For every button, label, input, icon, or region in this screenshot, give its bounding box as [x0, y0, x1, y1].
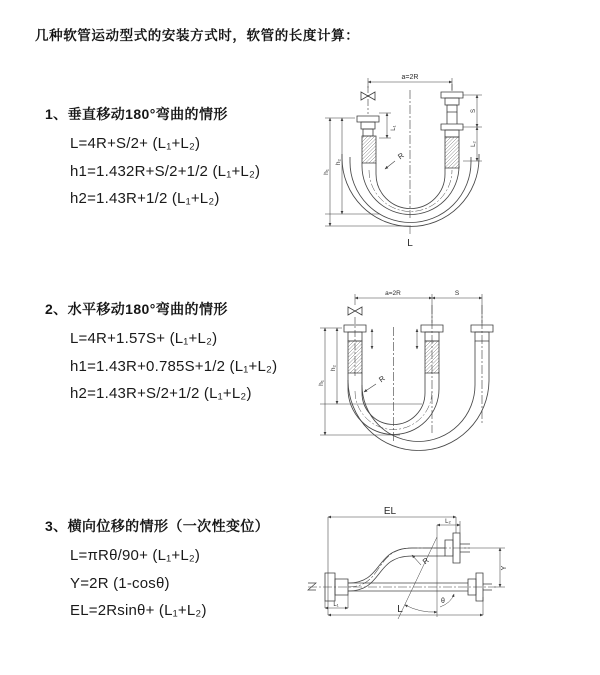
dimension-a2r-s	[355, 294, 482, 323]
dim-label-s: S	[471, 108, 477, 114]
dim-label-a2r: a=2R	[401, 74, 419, 81]
section-1	[45, 104, 315, 213]
radius-leader	[385, 161, 395, 169]
centerlines	[368, 84, 452, 218]
valve-icon	[361, 92, 375, 100]
section-3-formula-EL: EL=2Rsinθ+ (L₁+L₂)	[70, 602, 207, 619]
left-fitting	[357, 116, 379, 174]
hose-u-bends	[348, 380, 489, 451]
radius-label: R	[420, 555, 431, 567]
dim-label-l1: L₁	[391, 125, 397, 131]
radius-label: R	[396, 150, 406, 162]
dim-label-h1: h₁	[323, 169, 330, 175]
dim-label-l2: L₂	[445, 519, 451, 525]
length-label: L	[407, 238, 413, 249]
dim-label-l2: L₂	[471, 141, 477, 147]
section-3-formula-Y: Y=2R (1-cosθ)	[70, 574, 170, 592]
centerlines	[355, 305, 482, 443]
section-1-formula-h1: h1=1.432R+S/2+1/2 (L₁+L₂)	[70, 162, 261, 180]
dimension-y	[462, 548, 505, 587]
dim-label-h2: h₂	[330, 364, 337, 372]
angle-construction	[398, 525, 454, 619]
section-3-heading: 3、横向位移的情形（一次性变位）	[45, 518, 270, 534]
dim-label-h2: h₂	[335, 158, 342, 166]
diagram-vertical-180-bend	[305, 66, 595, 258]
dim-label-h1: h₁	[318, 380, 325, 386]
section-1-formula-h2: h2=1.43R+1/2 (L₁+L₂)	[70, 190, 220, 207]
braided-hose-section	[445, 137, 459, 168]
section-1-formula-L: L=4R+S/2+ (L₁+L₂)	[70, 135, 201, 152]
braided-hose-section	[348, 341, 362, 373]
valve-icon	[348, 307, 362, 315]
dim-label-l1: L₁	[333, 602, 339, 608]
radius-leader	[364, 384, 376, 392]
radius-leader	[412, 555, 421, 565]
dimension-l1	[379, 113, 391, 138]
dim-label-a2r: a=2R	[385, 290, 401, 297]
right-fitting-lower	[441, 124, 463, 174]
break-mark	[308, 583, 316, 590]
dim-label-s: S	[454, 290, 460, 297]
page-title: 几种软管运动型式的安装方式时，软管的长度计算：	[35, 28, 360, 43]
right-fitting-upper	[441, 92, 463, 124]
braided-hose-section	[362, 136, 376, 163]
angle-label: θ	[441, 598, 445, 605]
radius-label: R	[377, 373, 387, 385]
diagram-horizontal-180-bend	[300, 283, 600, 457]
section-2-heading: 2、水平移动180°弯曲的情形	[45, 301, 228, 317]
section-2-formula-h2: h2=1.43R+S/2+1/2 (L₁+L₂)	[70, 385, 252, 402]
dim-label-y: Y	[501, 565, 508, 571]
diagram-lateral-displacement	[300, 497, 600, 662]
dim-label-l: L	[397, 604, 403, 615]
section-3-formula-L: L=πRθ/90+ (L₁+L₂)	[70, 547, 201, 564]
dimension-h1-h2	[320, 328, 422, 435]
dim-label-el: EL	[383, 506, 397, 517]
hose-s-curve	[348, 548, 445, 591]
dimension-s-l2	[463, 95, 482, 161]
fitting-length-dims	[372, 329, 417, 349]
section-1-heading: 1、垂直移动180°弯曲的情形	[45, 106, 228, 122]
section-2-formula-L: L=4R+1.57S+ (L₁+L₂)	[70, 330, 218, 347]
braided-hose-section	[425, 341, 439, 373]
dimension-l	[328, 573, 483, 615]
section-3	[45, 516, 315, 625]
section-2-formula-h1: h1=1.43R+0.785S+1/2 (L₁+L₂)	[70, 357, 278, 375]
section-2	[45, 299, 315, 408]
